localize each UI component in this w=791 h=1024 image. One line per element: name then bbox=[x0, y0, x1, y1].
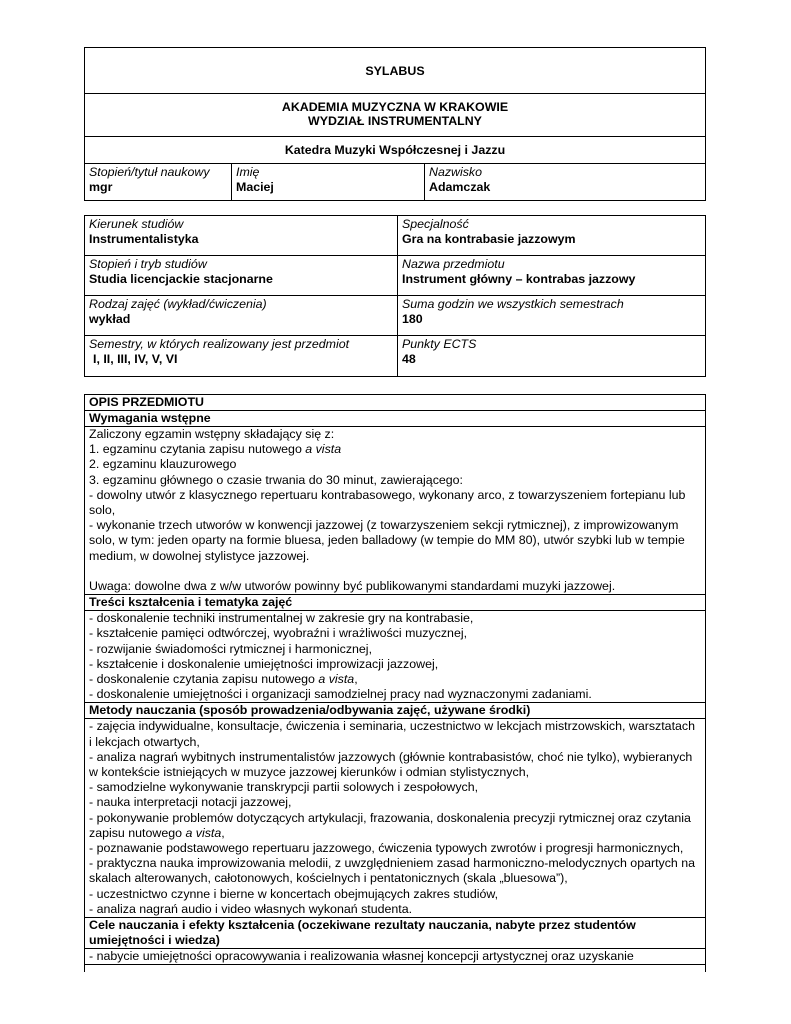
field-row bbox=[85, 216, 705, 256]
field-cell bbox=[85, 216, 397, 255]
faculty-name: WYDZIAŁ INSTRUMENTALNY bbox=[308, 114, 482, 128]
blank-line bbox=[89, 564, 701, 579]
header-table bbox=[84, 47, 706, 201]
content-heading: Treści kształcenia i tematyka zajęć bbox=[89, 595, 293, 610]
subject-value: Instrument główny – kontrabas jazzowy bbox=[402, 272, 636, 286]
semesters-value: I, II, III, IV, V, VI bbox=[93, 352, 178, 366]
last-name-value: Adamczak bbox=[429, 180, 491, 194]
requirements-line: Zaliczony egzamin wstępny składający się z: bbox=[89, 427, 335, 441]
methods-line: - analiza nagrań wybitnych instrumentalistów jazzowych (głównie kontrabasistów, choć nie tylko), wybieranych w kontekście istniejących w muzyce jazzowej kierunków i odmian stylistycznych, bbox=[89, 749, 693, 780]
methods-line: - samodzielne wykonywanie transkrypcji partii solowych i zespołowych, bbox=[89, 780, 479, 795]
requirements-heading: Wymagania wstępne bbox=[89, 411, 211, 425]
requirements-text bbox=[85, 427, 705, 595]
methods-line: - zajęcia indywidualne, konsultacje, ćwiczenia i seminaria, uczestnictwo w lekcjach mistrzowskich, warsztatach i lekcjach otwartych, bbox=[89, 719, 695, 749]
requirements-line: - dowolny utwór z klasycznego repertuaru kontrabasowego, wykonany arco, z towarzyszeniem fortepianu lub solo, bbox=[89, 487, 686, 518]
level-row bbox=[85, 256, 705, 296]
requirements-note: Uwaga: dowolne dwa z w/w utworów powinny być publikowanymi standardami muzyki jazzowej. bbox=[89, 579, 616, 594]
first-name-label: Imię bbox=[236, 165, 260, 179]
methods-line: - uczestnictwo czynne i bierne w koncertach obejmujących zakres studiów, bbox=[89, 886, 499, 901]
field-value: Instrumentalistyka bbox=[89, 232, 199, 246]
subject-cell bbox=[397, 256, 705, 295]
content-heading-row bbox=[85, 595, 705, 611]
methods-line: - pokonywanie problemów dotyczących artykulacji, frazowania, doskonalenia precyzji rytmicznej oraz czytania zapisu nutowego a vista, bbox=[89, 810, 691, 840]
requirements-line: 2. egzaminu klauzurowego bbox=[89, 457, 237, 472]
hours-cell bbox=[397, 296, 705, 335]
specialty-cell bbox=[397, 216, 705, 255]
specialty-value: Gra na kontrabasie jazzowym bbox=[402, 232, 576, 246]
hours-label: Suma godzin we wszystkich semestrach bbox=[402, 297, 624, 311]
requirements-line: 3. egzaminu głównego o czasie trwania do 30 minut, zawierającego: bbox=[89, 472, 464, 487]
methods-heading: Metody nauczania (sposób prowadzenia/odbywania zajęć, używane środki) bbox=[89, 703, 531, 718]
last-name-label: Nazwisko bbox=[429, 165, 483, 179]
requirements-line: - wykonanie trzech utworów w konwencji jazzowej (z towarzyszeniem sekcji rytmicznej), z improwizowanym solo, w tym: jeden oparty na formie bluesa, jeden balladowy (w tempie do MM 80), utwór szybki lub w tempie medium, w dowolnej stylistyce jazzowej. bbox=[89, 518, 685, 563]
semesters-label: Semestry, w których realizowany jest przedmiot bbox=[89, 337, 350, 351]
degree-cell bbox=[85, 164, 231, 200]
goals-heading-row bbox=[85, 918, 705, 949]
hours-value: 180 bbox=[402, 312, 423, 326]
type-cell bbox=[85, 296, 397, 335]
degree-value: mgr bbox=[89, 180, 113, 194]
department-name: Katedra Muzyki Współczesnej i Jazzu bbox=[284, 143, 506, 157]
type-label: Rodzaj zajęć (wykład/ćwiczenia) bbox=[89, 297, 267, 311]
type-value: wykład bbox=[89, 312, 131, 326]
content-line: - doskonalenie czytania zapisu nutowego a vista, bbox=[89, 672, 358, 687]
first-name-cell bbox=[231, 164, 424, 200]
degree-label: Stopień/tytuł naukowy bbox=[89, 165, 210, 179]
description-heading: OPIS PRZEDMIOTU bbox=[89, 395, 204, 409]
course-table bbox=[84, 215, 706, 377]
content-text bbox=[85, 611, 705, 703]
ects-label: Punkty ECTS bbox=[402, 337, 477, 351]
semesters-cell bbox=[85, 336, 397, 376]
requirements-line: 1. egzaminu czytania zapisu nutowego a vista bbox=[89, 442, 342, 457]
description-table bbox=[84, 394, 706, 972]
goals-text bbox=[85, 949, 705, 965]
content-line: - doskonalenie umiejętności i organizacji samodzielnej pracy nad wyznaczonymi zadaniami. bbox=[89, 687, 592, 702]
description-heading-row bbox=[85, 395, 705, 411]
ects-cell bbox=[397, 336, 705, 376]
methods-text bbox=[85, 719, 705, 918]
content-line: - kształcenie i doskonalenie umiejętności improwizacji jazzowej, bbox=[89, 656, 439, 671]
content-line: - doskonalenie techniki instrumentalnej w zakresie gry na kontrabasie, bbox=[89, 611, 474, 626]
last-name-cell bbox=[424, 164, 705, 200]
ects-value: 48 bbox=[402, 352, 416, 366]
institution-row bbox=[85, 94, 705, 137]
field-label: Kierunek studiów bbox=[89, 217, 184, 231]
content-line: - kształcenie pamięci odtwórczej, wyobraźni i wrażliwości muzycznej, bbox=[89, 626, 468, 641]
goals-heading: Cele nauczania i efekty kształcenia (oczekiwane rezultaty nauczania, nabyte przez studentów umiejętności i wiedza) bbox=[89, 918, 636, 948]
level-label: Stopień i tryb studiów bbox=[89, 257, 207, 271]
teacher-row bbox=[85, 164, 705, 200]
specialty-label: Specjalność bbox=[402, 217, 469, 231]
methods-line: - nauka interpretacji notacji jazzowej, bbox=[89, 795, 292, 810]
methods-line: - analiza nagrań audio i video własnych wykonań studenta. bbox=[89, 901, 413, 916]
first-name-value: Maciej bbox=[236, 180, 274, 194]
department-row bbox=[85, 137, 705, 164]
type-row bbox=[85, 296, 705, 336]
methods-line: - poznawanie podstawowego repertuaru jazzowego, ćwiczenia typowych zwrotów i progresji harmonicznych, bbox=[89, 841, 684, 856]
content-line: - rozwijanie świadomości rytmicznej i harmonicznej, bbox=[89, 641, 373, 656]
semesters-row bbox=[85, 336, 705, 376]
level-value: Studia licencjackie stacjonarne bbox=[89, 272, 273, 286]
level-cell bbox=[85, 256, 397, 295]
subject-label: Nazwa przedmiotu bbox=[402, 257, 505, 271]
syllabus-title: SYLABUS bbox=[365, 64, 425, 78]
academy-name: AKADEMIA MUZYCZNA W KRAKOWIE bbox=[281, 100, 509, 114]
requirements-heading-row bbox=[85, 411, 705, 427]
methods-heading-row bbox=[85, 703, 705, 719]
goals-line: - nabycie umiejętności opracowywania i realizowania własnej koncepcji artystycznej oraz uzyskanie bbox=[89, 949, 634, 964]
methods-line: - praktyczna nauka improwizowania melodii, z uwzględnieniem zasad harmoniczno-melodycznych opartych na skalach alterowanych, całotonowych, kościelnych i pentatonicznych (skala „bluesowa”), bbox=[89, 856, 696, 886]
title-row bbox=[85, 48, 705, 94]
